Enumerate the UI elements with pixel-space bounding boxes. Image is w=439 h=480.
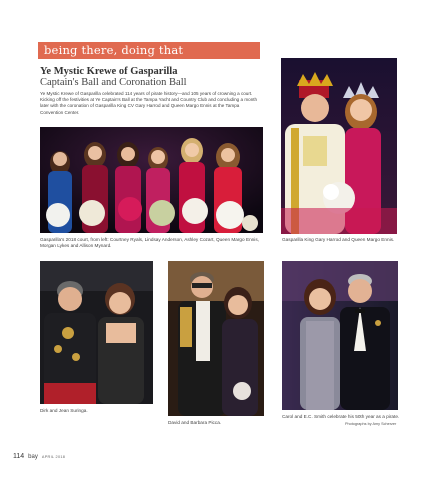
david-barbara-photo: [168, 261, 264, 416]
dirk-jean-photo: [40, 261, 153, 404]
article-title: Ye Mystic Krewe of Gasparilla: [40, 66, 178, 77]
section-banner: [38, 42, 260, 59]
dirk-jean-image: [40, 261, 153, 404]
carol-ec-photo: [282, 261, 398, 410]
carol-ec-caption: Carol and E.C. Smith celebrate his 50th year as a pirate.: [282, 414, 400, 419]
article-intro: Ye Mystic Krewe of Gasparilla celebrated 114 years of pirate history—and 105 years of crowning a court. Kicking off the festivities at Ye Captain's Ball at the Tampa Yacht and Country Club and concluding a month later with the coronation of Gasparilla King CV Gary Harrod and Queen Margo Ennis at the Tampa Convention Center.: [40, 91, 258, 115]
photo-credit: Photographs by Amy Scherzer: [345, 422, 397, 426]
court-group-photo: [40, 127, 263, 233]
dirk-jean-caption: Dirk and Jean Suringa.: [40, 408, 88, 413]
section-banner-text: being there, doing that: [44, 43, 184, 57]
magazine-name: bay: [28, 454, 38, 460]
article-subtitle: Captain's Ball and Coronation Ball: [40, 77, 187, 88]
issue-date: APRIL 2018: [41, 455, 66, 459]
david-barbara-image: [168, 261, 264, 416]
page-folio: [13, 453, 65, 460]
king-queen-image: [281, 58, 397, 234]
king-queen-photo: [281, 58, 397, 234]
court-caption: Gasparilla's 2018 court, from left: Courtney Ryals, Lindsay Anderson, Ashley Cozart, Queen Margo Ennis, Morgan Lykes and Allison Mynard.: [40, 237, 259, 248]
article-headline: [40, 66, 270, 88]
david-barbara-caption: David and Barbara Picca.: [168, 420, 222, 425]
carol-ec-image: [282, 261, 398, 410]
page-number: 114: [13, 453, 25, 460]
court-group-image: [40, 127, 263, 233]
king-queen-caption: Gasparilla King Gary Harrod and Queen Margo Ennis.: [282, 237, 395, 242]
